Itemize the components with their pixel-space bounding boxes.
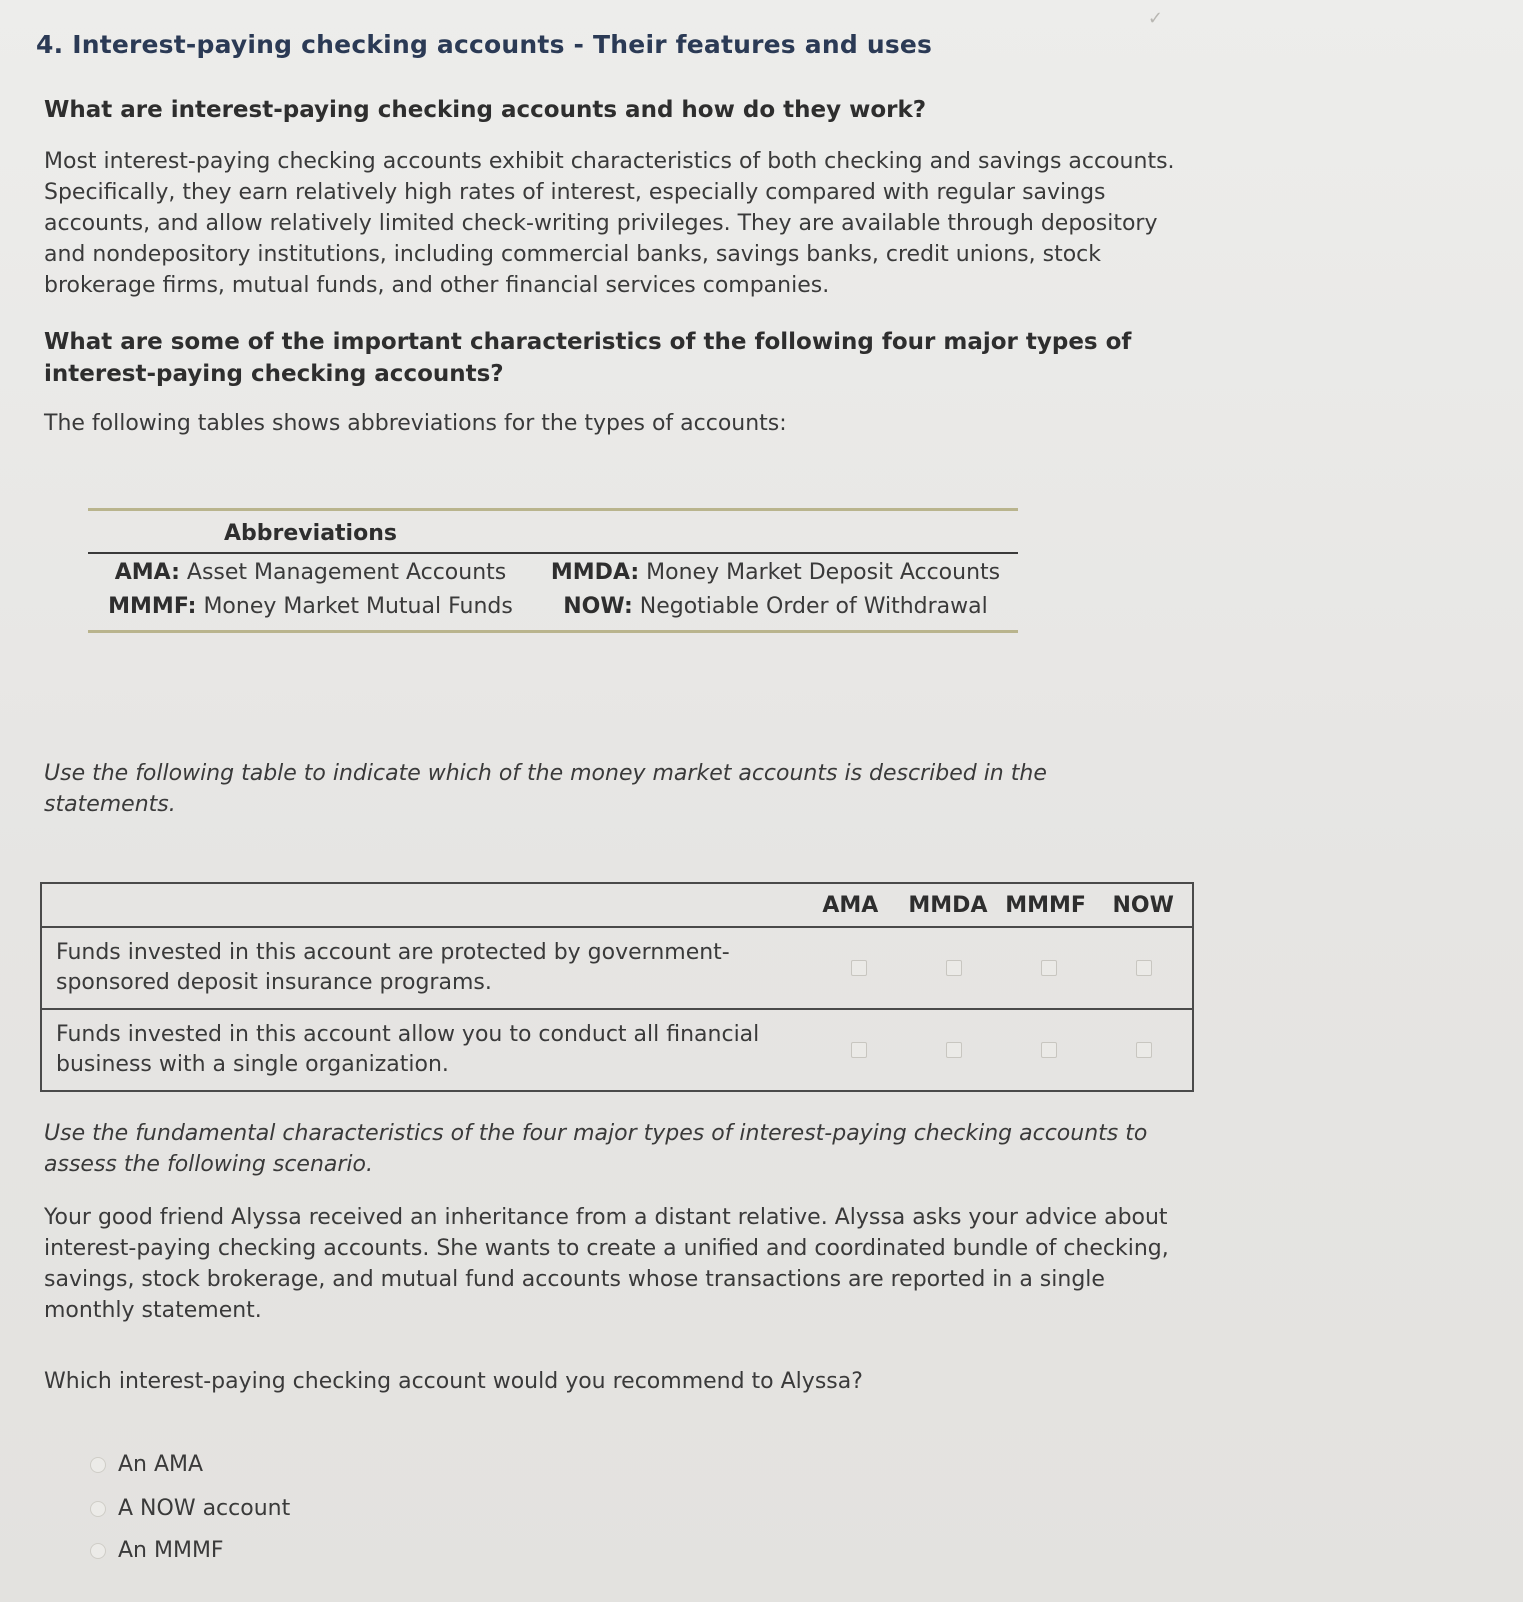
abbreviations-title: Abbreviations (224, 521, 397, 546)
statements-header-row (42, 884, 1192, 926)
option-label: An AMA (118, 1452, 204, 1477)
checkbox-row1-mmda[interactable] (946, 960, 962, 976)
abbreviations-row (88, 590, 1018, 624)
option-now[interactable] (90, 1496, 290, 1521)
checkbox-row1-ama[interactable] (851, 960, 867, 976)
checkbox-row2-mmmf[interactable] (1041, 1042, 1057, 1058)
abbr-cell-now: NOW: Negotiable Order of Withdrawal (563, 594, 988, 619)
table-row (42, 1008, 1192, 1090)
section1-heading: What are interest-paying checking accounts and how do they work? (44, 97, 927, 123)
statement-text: Funds invested in this account allow you to conduct all financial business with a single organization. (56, 1022, 760, 1077)
radio-button[interactable] (90, 1457, 106, 1473)
abbreviations-row (88, 556, 1018, 590)
radio-button[interactable] (90, 1543, 106, 1559)
section2-intro: The following tables shows abbreviations for the types of accounts: (44, 411, 787, 436)
statement-text: Funds invested in this account are protected by government-sponsored deposit insurance programs. (56, 940, 730, 995)
scenario-instruction: Use the fundamental characteristics of the four major types of interest-paying checking accounts to assess the following scenario. (44, 1121, 1148, 1177)
column-header-now: NOW (1112, 892, 1174, 918)
statements-instruction: Use the following table to indicate which of the money market accounts is described in the statements. (44, 761, 1047, 817)
abbr-cell-mmda: MMDA: Money Market Deposit Accounts (550, 560, 1001, 585)
abbr-cell-mmmf: MMMF: Money Market Mutual Funds (108, 594, 513, 619)
checkbox-row2-mmda[interactable] (946, 1042, 962, 1058)
checkbox-row1-mmmf[interactable] (1041, 960, 1057, 976)
column-header-mmmf: MMMF (1005, 892, 1086, 918)
section2-heading: What are some of the important characteristics of the following four major types of interest-paying checking accounts? (44, 329, 1132, 387)
option-label: An MMMF (118, 1538, 224, 1563)
scenario-body: Your good friend Alyssa received an inheritance from a distant relative. Alyssa asks your advice about interest-paying checking accounts. She wants to create a unified and coordinated bundle of checking, savings, stock brokerage, and mutual fund accounts whose transactions are reported in a single monthly statement. (44, 1205, 1169, 1323)
abbreviations-table (88, 508, 1018, 633)
option-ama[interactable] (90, 1452, 203, 1477)
option-mmmf[interactable] (90, 1538, 224, 1563)
section1-body: Most interest-paying checking accounts exhibit characteristics of both checking and savings accounts. Specifically, they earn relatively high rates of interest, especially compared with regular savings accounts, and allow relatively limited check-writing privileges. They are available through depository and nondepository institutions, including commercial banks, savings banks, credit unions, stock brokerage firms, mutual funds, and other financial services companies. (44, 149, 1175, 298)
column-header-ama: AMA (822, 892, 879, 918)
table-row (42, 926, 1192, 1008)
radio-button[interactable] (90, 1501, 106, 1517)
question-title: 4. Interest-paying checking accounts - Their features and uses (36, 30, 933, 59)
checkbox-row2-now[interactable] (1136, 1042, 1152, 1058)
column-header-mmda: MMDA (908, 892, 988, 918)
table-bottom-rule (88, 630, 1018, 633)
abbr-cell-ama: AMA: Asset Management Accounts (114, 560, 507, 585)
checkbox-row2-ama[interactable] (851, 1042, 867, 1058)
check-mark-icon: ✓ (1147, 8, 1163, 29)
option-label: A NOW account (118, 1496, 291, 1521)
statements-table (40, 882, 1194, 1092)
checkbox-row1-now[interactable] (1136, 960, 1152, 976)
scenario-question: Which interest-paying checking account would you recommend to Alyssa? (44, 1369, 863, 1394)
